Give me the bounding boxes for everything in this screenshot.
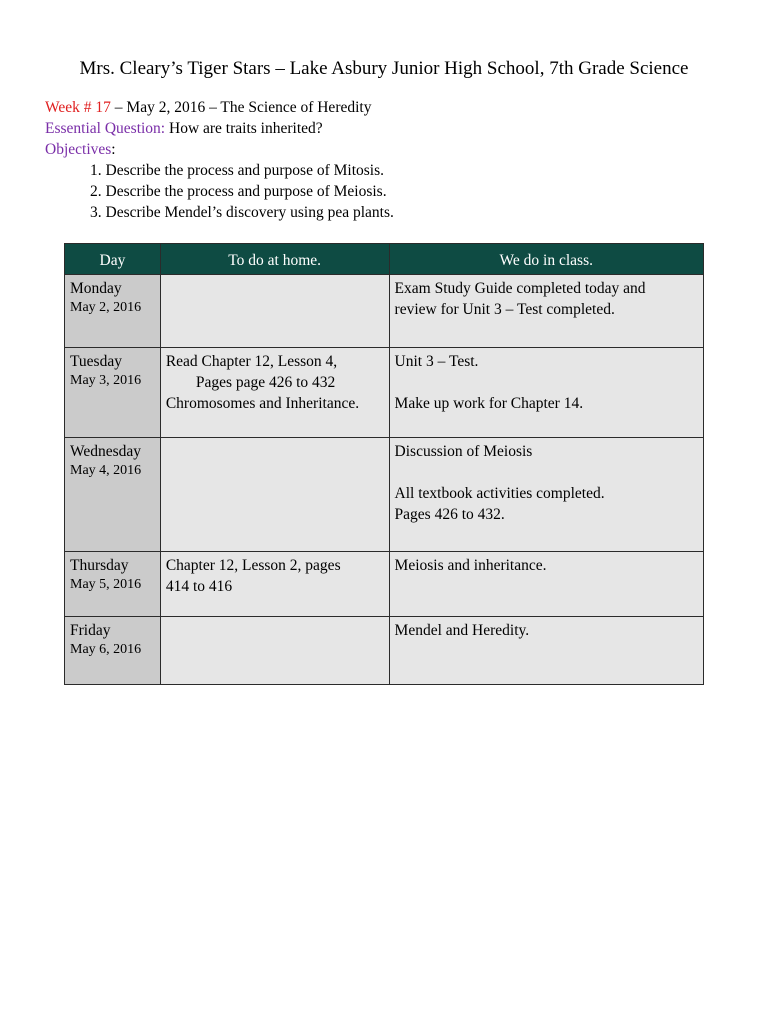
table-row xyxy=(65,438,704,552)
class-text: Make up work for Chapter 14. xyxy=(394,395,584,412)
day-date: May 2, 2016 xyxy=(70,300,142,315)
day-cell xyxy=(65,438,161,552)
home-cell xyxy=(160,275,389,348)
day-cell xyxy=(65,275,161,348)
home-text: Pages page 426 to 432 xyxy=(195,374,336,391)
class-cell xyxy=(389,438,703,552)
objectives-colon: : xyxy=(111,141,116,158)
class-text: Meiosis and inheritance. xyxy=(394,557,547,574)
class-cell xyxy=(389,275,703,348)
essential-question-line xyxy=(45,118,725,139)
home-text: 414 to 416 xyxy=(165,578,233,595)
class-text: review for Unit 3 – Test completed. xyxy=(394,301,615,318)
objective-item: 1. Describe the process and purpose of Mitosis. xyxy=(90,162,385,179)
home-text: Read Chapter 12, Lesson 4, xyxy=(165,353,338,370)
class-text: Pages 426 to 432. xyxy=(394,506,505,523)
class-cell xyxy=(389,348,703,438)
essential-question-label: Essential Question: xyxy=(45,120,166,137)
week-topic: – May 2, 2016 – The Science of Heredity xyxy=(110,99,372,116)
class-text: Discussion of Meiosis xyxy=(394,443,533,460)
day-name: Wednesday xyxy=(70,443,142,460)
page-title: Mrs. Cleary’s Tiger Stars – Lake Asbury Junior High School, 7th Grade Science xyxy=(79,58,689,79)
day-name: Tuesday xyxy=(70,353,122,370)
header-day: Day xyxy=(65,244,161,275)
home-text: Chromosomes and Inheritance. xyxy=(165,395,360,412)
day-cell xyxy=(65,552,161,617)
table-row xyxy=(65,348,704,438)
table-header-row xyxy=(65,244,704,275)
day-date: May 4, 2016 xyxy=(70,463,142,478)
weekly-schedule-table xyxy=(64,243,704,685)
day-cell xyxy=(65,617,161,685)
home-cell xyxy=(160,552,389,617)
class-text: Mendel and Heredity. xyxy=(394,622,530,639)
day-name: Monday xyxy=(70,280,122,297)
table-row xyxy=(65,552,704,617)
table-row xyxy=(65,275,704,348)
objective-item: 3. Describe Mendel’s discovery using pea plants. xyxy=(90,204,394,221)
objectives-heading xyxy=(45,139,725,160)
objectives-list xyxy=(45,160,725,223)
day-name: Thursday xyxy=(70,557,129,574)
day-date: May 3, 2016 xyxy=(70,373,142,388)
week-line xyxy=(45,97,725,118)
objectives-label: Objectives xyxy=(45,141,112,158)
class-text: Unit 3 – Test. xyxy=(394,353,479,370)
day-date: May 6, 2016 xyxy=(70,642,142,657)
week-label: Week # 17 xyxy=(45,99,111,116)
class-text: Exam Study Guide completed today and xyxy=(394,280,646,297)
home-cell xyxy=(160,617,389,685)
day-date: May 5, 2016 xyxy=(70,577,142,592)
objective-item: 2. Describe the process and purpose of Meiosis. xyxy=(90,183,387,200)
day-name: Friday xyxy=(70,622,111,639)
header-home: To do at home. xyxy=(160,244,389,275)
header-class: We do in class. xyxy=(389,244,703,275)
day-cell xyxy=(65,348,161,438)
class-spacer xyxy=(395,372,699,393)
class-text: All textbook activities completed. xyxy=(394,485,605,502)
class-spacer xyxy=(395,462,699,483)
table-row xyxy=(65,617,704,685)
class-cell xyxy=(389,552,703,617)
essential-question-text: How are traits inherited? xyxy=(165,120,323,137)
home-text: Chapter 12, Lesson 2, pages xyxy=(165,557,341,574)
class-cell xyxy=(389,617,703,685)
home-cell xyxy=(160,438,389,552)
lesson-info xyxy=(45,97,725,223)
home-cell xyxy=(160,348,389,438)
